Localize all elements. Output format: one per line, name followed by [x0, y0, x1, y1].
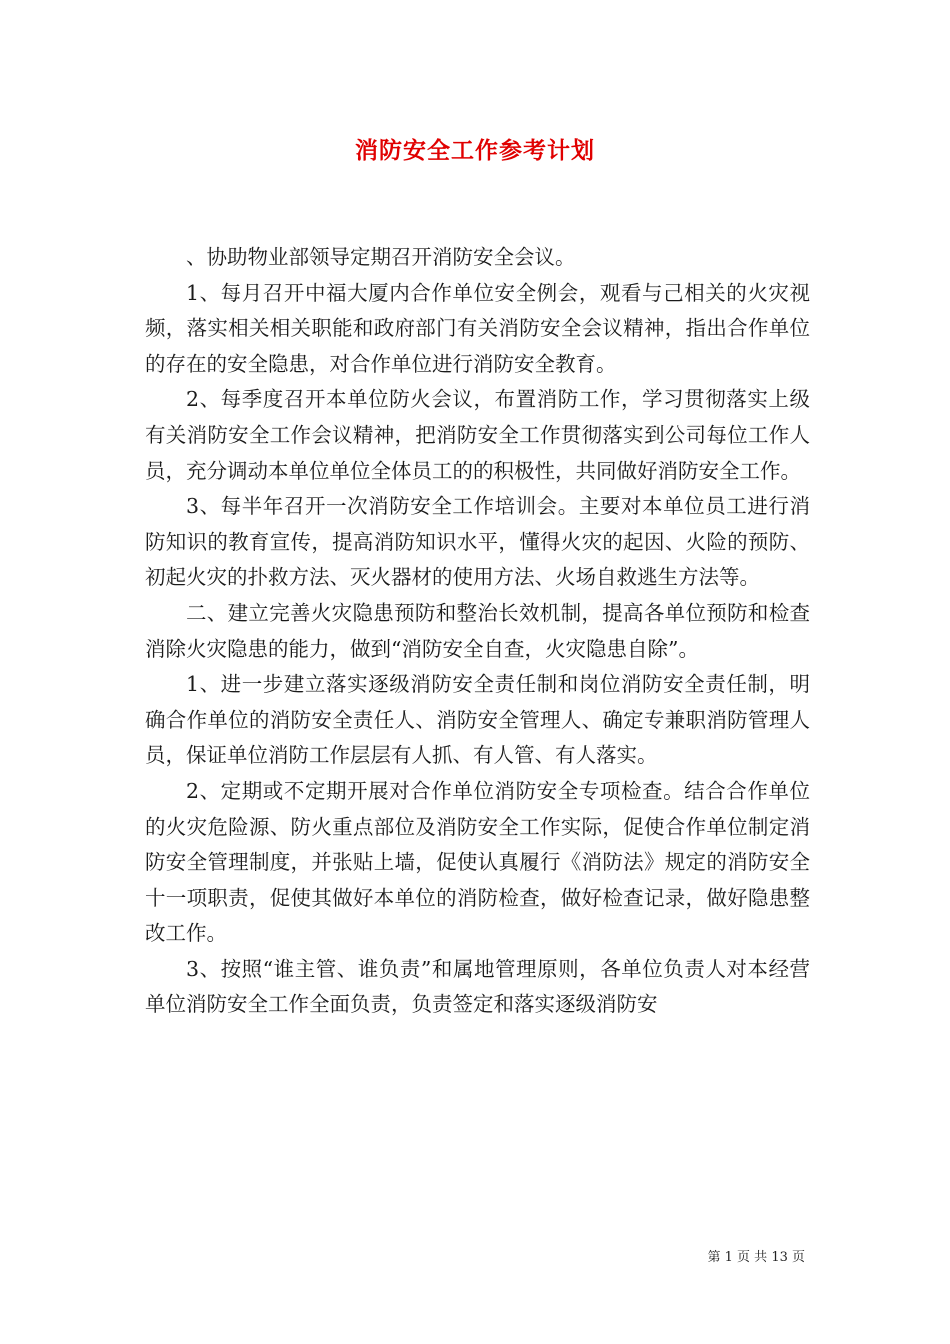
document-body	[145, 240, 810, 1023]
paragraph-2-3: 3、按照“谁主管、谁负责”和属地管理原则，各单位负责人对本经营单位消防安全工作全面负责，负责签定和落实逐级消防安	[145, 956, 810, 1017]
document-title: 消防安全工作参考计划	[355, 137, 595, 164]
paragraph-2-1: 1、进一步建立落实逐级消防安全责任制和岗位消防安全责任制，明确合作单位的消防安全责任人、消防安全管理人、确定专兼职消防管理人员，保证单位消防工作层层有人抓、有人管、有人落实。	[145, 672, 810, 768]
paragraph-2-2: 2、定期或不定期开展对合作单位消防安全专项检查。结合合作单位的火灾危险源、防火重点部位及消防安全工作实际，促使合作单位制定消防安全管理制度，并张贴上墙，促使认真履行《消防法》规定的消防安全十一项职责，促使其做好本单位的消防检查，做好检查记录，做好隐患整改工作。	[145, 778, 810, 946]
paragraph-1-2: 2、每季度召开本单位防火会议，布置消防工作，学习贯彻落实上级有关消防安全工作会议精神，把消防安全工作贯彻落实到公司每位工作人员，充分调动本单位单位全体员工的的积极性，共同做好消防安全工作。	[145, 387, 810, 483]
paragraph-1-1: 1、每月召开中福大厦内合作单位安全例会，观看与己相关的火灾视频，落实相关相关职能和政府部门有关消防安全会议精神，指出合作单位的存在的安全隐患，对合作单位进行消防安全教育。	[145, 280, 810, 376]
paragraph-section-2: 二、建立完善火灾隐患预防和整治长效机制，提高各单位预防和检查消除火灾隐患的能力，做到“消防安全自查，火灾隐患自除”。	[145, 600, 810, 661]
page-number: 第 1 页 共 13 页	[707, 1250, 805, 1265]
paragraph-1-3: 3、每半年召开一次消防安全工作培训会。主要对本单位员工进行消防知识的教育宣传，提高消防知识水平，懂得火灾的起因、火险的预防、初起火灾的扑救方法、灭火器材的使用方法、火场自救逃生方法等。	[145, 494, 810, 590]
paragraph-intro: 、协助物业部领导定期召开消防安全会议。	[186, 245, 576, 269]
